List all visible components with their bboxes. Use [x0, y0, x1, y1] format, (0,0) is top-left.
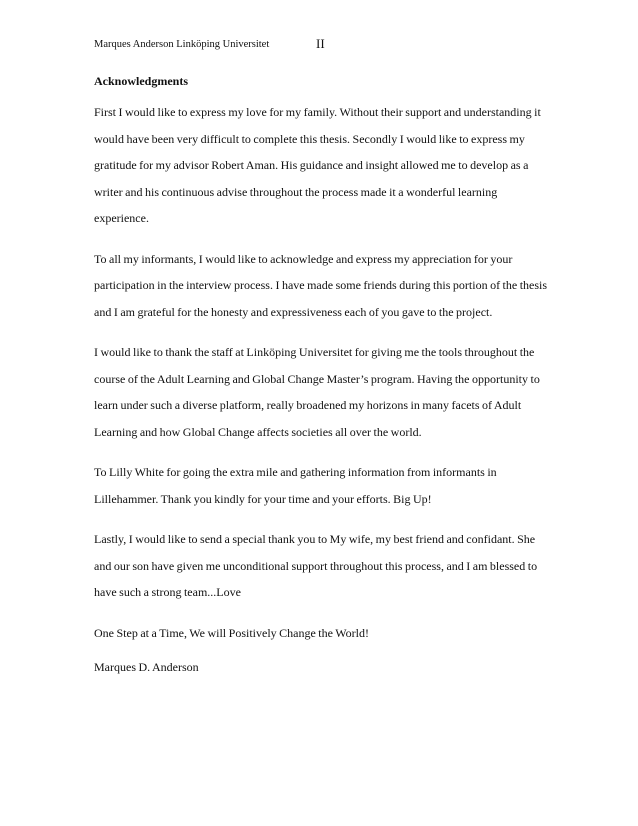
- page-number: II: [316, 36, 325, 51]
- paragraph-lilly-white: To Lilly White for going the extra mile and gathering information from informants in Lillehammer. Thank you kindly for your time and your efforts. Big Up!: [94, 465, 497, 506]
- section-heading: Acknowledgments: [94, 74, 189, 88]
- header-author-line: Marques Anderson Linköping Universitet: [94, 39, 270, 50]
- signature-name: Marques D. Anderson: [94, 660, 199, 674]
- paragraph-wife: Lastly, I would like to send a special thank you to My wife, my best friend and confidant. She and our son have given me unconditional support throughout this process, and I am blessed to have such a strong team...Love: [94, 532, 538, 599]
- paragraph-staff: I would like to thank the staff at Linköping Universitet for giving me the tools throughout the course of the Adult Learning and Global Change Master’s program. Having the opportunity to learn under such a diverse platform, really broadened my horizons in many facets of Adult Learning and how Global Change affects societies all over the world.: [94, 345, 540, 439]
- page-header: [94, 36, 554, 56]
- closing-motto: One Step at a Time, We will Positively Change the World!: [94, 625, 369, 640]
- paragraph-informants: To all my informants, I would like to acknowledge and express my appreciation for your participation in the interview process. I have made some friends during this portion of the thesis and I am grateful for the honesty and expressiveness each of you gave to the project.: [94, 251, 548, 319]
- acknowledgments-section: [94, 73, 550, 689]
- paragraph-family: First I would like to express my love for my family. Without their support and understanding it would have been very difficult to complete this thesis. Secondly I would like to express my gratitude for my advisor Robert Aman. His guidance and insight allowed me to develop as a writer and his continuous advise throughout the process made it a wonderful learning experience.: [94, 105, 541, 225]
